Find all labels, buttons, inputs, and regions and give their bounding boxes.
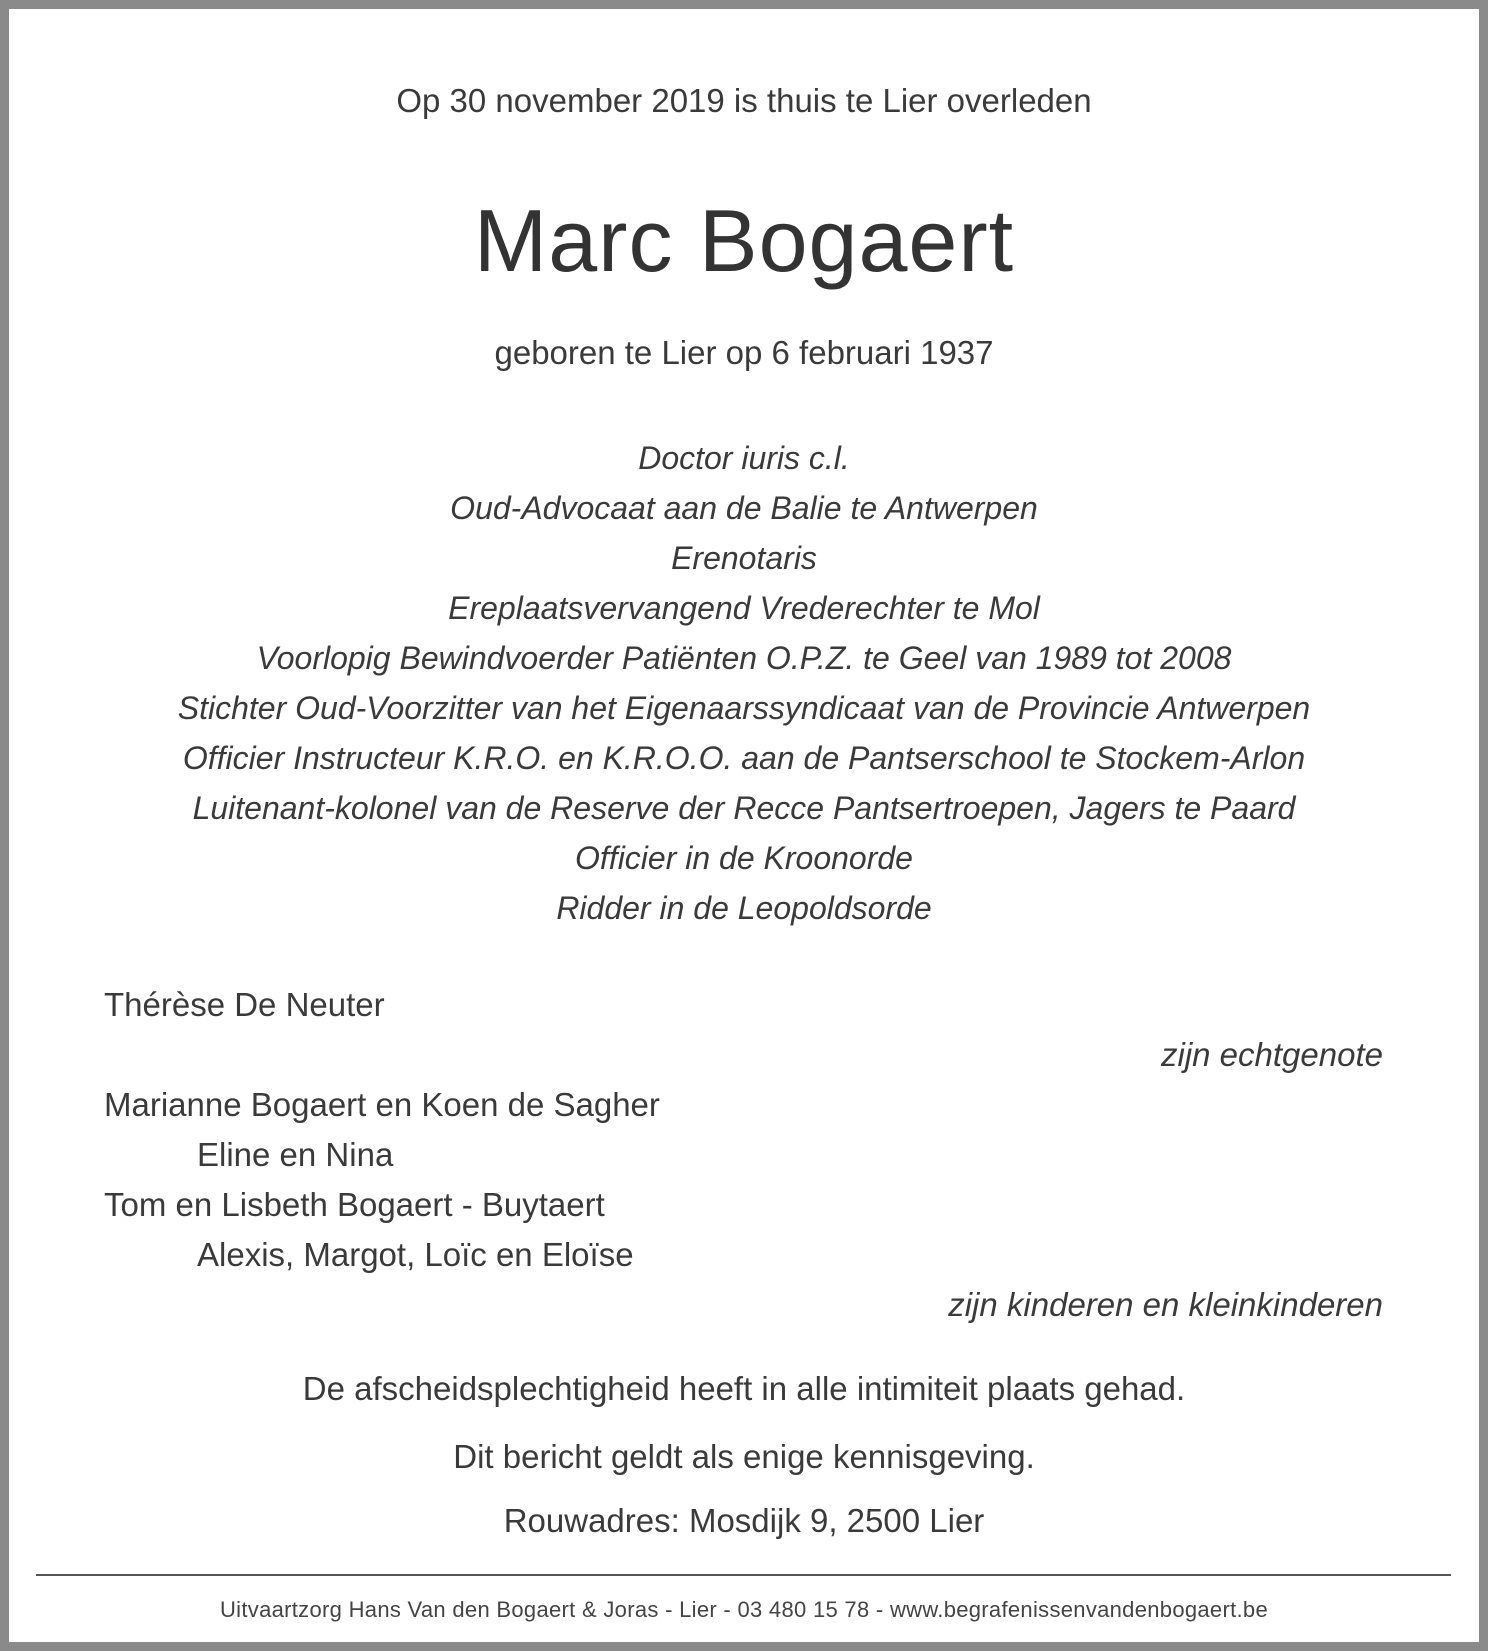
mourning-address: Rouwadres: Mosdijk 9, 2500 Lier: [503, 1502, 985, 1539]
grandchildren-names: Alexis, Margot, Loïc en Eloïse: [197, 1236, 634, 1273]
intro-text: Op 30 november 2019 is thuis te Lier overleden: [396, 82, 1092, 119]
title-line: Doctor iuris c.l.: [638, 440, 850, 476]
funeral-home-footer: Uitvaartzorg Hans Van den Bogaert & Joras - Lier - 03 480 15 78 - www.begrafenissenvandenbogaert.be: [219, 1597, 1268, 1622]
title-line: Officier Instructeur K.R.O. en K.R.O.O. aan de Pantserschool te Stockem-Arlon: [182, 740, 1306, 776]
title-line: Oud-Advocaat aan de Balie te Antwerpen: [450, 490, 1038, 526]
child-name: Tom en Lisbeth Bogaert - Buytaert: [104, 1186, 605, 1223]
birth-text: geboren te Lier op 6 februari 1937: [494, 334, 994, 371]
title-line: Luitenant-kolonel van de Reserve der Recce Pantsertroepen, Jagers te Paard: [192, 790, 1296, 826]
title-line: Officier in de Kroonorde: [575, 840, 913, 876]
title-line: Erenotaris: [671, 540, 817, 576]
child-name: Marianne Bogaert en Koen de Sagher: [104, 1086, 660, 1123]
footer-divider: [36, 1574, 1451, 1576]
title-line: Stichter Oud-Voorzitter van het Eigenaarssyndicaat van de Provincie Antwerpen: [177, 690, 1311, 726]
ceremony-text: De afscheidsplechtigheid heeft in alle intimiteit plaats gehad.: [302, 1370, 1186, 1407]
notice-text: Dit bericht geldt als enige kennisgeving.: [453, 1438, 1035, 1475]
spouse-role: zijn echtgenote: [1161, 1036, 1383, 1073]
children-role: zijn kinderen en kleinkinderen: [948, 1286, 1383, 1323]
spouse-name: Thérèse De Neuter: [104, 986, 385, 1023]
title-line: Ereplaatsvervangend Vrederechter te Mol: [448, 590, 1040, 626]
titles-list: [0, 433, 1488, 933]
grandchildren-names: Eline en Nina: [197, 1136, 394, 1173]
title-line: Voorlopig Bewindvoerder Patiënten O.P.Z. te Geel van 1989 tot 2008: [256, 640, 1232, 676]
title-line: Ridder in de Leopoldsorde: [556, 890, 932, 926]
deceased-name: Marc Bogaert: [473, 191, 1015, 290]
